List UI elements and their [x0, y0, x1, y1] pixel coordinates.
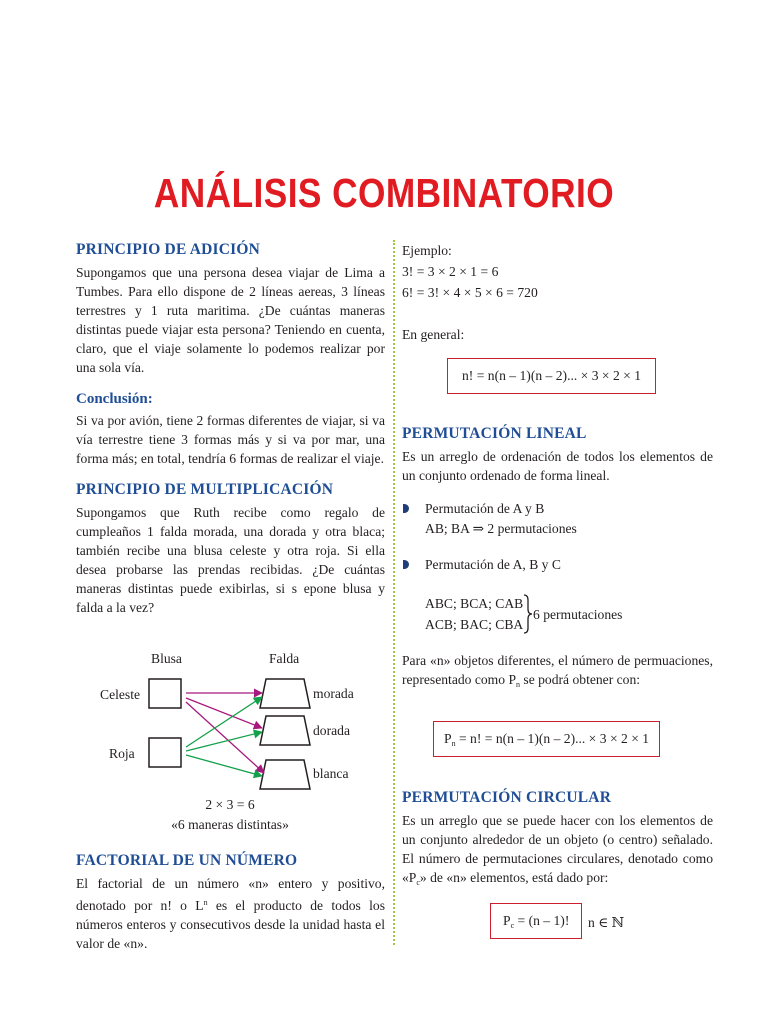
lineal-section [402, 424, 713, 485]
heading-permutacion-circular: PERMUTACIÓN CIRCULAR [402, 789, 612, 806]
adicion-text: Supongamos que una persona desea viajar de Lima a Tumbes. Para ello dispone de 2 líneas aereas, 3 líneas terrestres y 1 ruta maritima. ¿De cuántas maneras distintas puede viajar esta persona? Teniendo en cuenta, claro, que el viaje solamente lo podemos realizar por una sola vía. [76, 265, 385, 375]
perm-total: 6 permutaciones [533, 607, 623, 622]
factorial-section [76, 851, 385, 953]
ejemplo-label: Ejemplo: [402, 243, 452, 258]
permutation-formula-box: $P_n = n$! = n(n – 1)(n – 2)... × 3 × 2 × 1 [433, 721, 660, 757]
circular-formula-box: $P_c = (n - 1)$! [490, 903, 582, 939]
blusa-roja-label: Roja [109, 746, 135, 761]
blusa-roja-box [149, 738, 181, 767]
bullet-icon [403, 560, 409, 569]
arrow-roja-morada [186, 697, 262, 747]
bullet-perm-ab [402, 499, 715, 539]
bullet-perm-abc-title: Permutación de A, B y C [425, 557, 561, 572]
heading-conclusion: Conclusión: [76, 391, 153, 407]
factorial-formula-box: n! = n(n – 1)(n – 2)... × 3 × 2 × 1 [447, 358, 656, 394]
conclusion-text: Si va por avión, tiene 2 formas diferentes de viajar, si va vía terrestre tiene 3 formas más y si va por mar, una forma más; en total, tendría 6 formas de realizar el viaje. [76, 413, 385, 466]
diagram-result: 2 × 3 = 6 [205, 797, 255, 812]
circular-section [402, 788, 713, 892]
page-title: ANÁLISIS COMBINATORIO [153, 170, 615, 216]
right-column-top [402, 240, 713, 303]
falda-morada-label: morada [313, 686, 354, 701]
arrow-roja-dorada [186, 732, 262, 751]
multiplicacion-text: Supongamos que Ruth recibe como regalo de cumpleaños 1 falda morada, una dorada y otra blaca; también recibe una blusa celeste y otra roja. Si ella desea probarse las prendas recibidas. ¿De cuántas maneras distintas puede exibirlas, si s epone blusa y falda a la vez? [76, 505, 385, 615]
factorial-text: El factorial de un número «n» entero y positivo, denotado por n! o $L^n$ es el producto de todos los números enteros y consecutivos desde la unidad hasta el valor de «n». [76, 876, 386, 951]
perm-row-2: ACB; BAC; CBA [425, 617, 524, 632]
circular-formula-note: n ∈ ℕ [588, 915, 625, 930]
falda-morada-shape [260, 679, 310, 708]
ejemplo-line-1: 3! = 3 × 2 × 1 = 6 [402, 264, 499, 279]
bullet-icon [403, 504, 409, 513]
para-n-objetos [402, 651, 713, 694]
column-divider [393, 240, 395, 945]
blusa-celeste-box [149, 679, 181, 708]
blusa-falda-diagram [76, 645, 386, 840]
falda-dorada-label: dorada [313, 723, 350, 738]
blusa-label: Blusa [151, 651, 182, 666]
left-column [76, 240, 385, 617]
heading-principio-multiplicacion: PRINCIPIO DE MULTIPLICACIÓN [76, 481, 334, 498]
falda-label: Falda [269, 651, 300, 666]
heading-factorial: FACTORIAL DE UN NÚMERO [76, 852, 298, 869]
heading-permutacion-lineal: PERMUTACIÓN LINEAL [402, 425, 587, 442]
bullet-perm-ab-title: Permutación de A y B [425, 501, 545, 516]
falda-blanca-shape [260, 760, 310, 789]
heading-principio-adicion: PRINCIPIO DE ADICIÓN [76, 241, 260, 258]
ejemplo-line-2: 6! = 3! × 4 × 5 × 6 = 720 [402, 285, 538, 300]
diagram-result-caption: «6 maneras distintas» [171, 817, 289, 832]
falda-dorada-shape [260, 716, 310, 745]
circular-text: Es un arreglo que se puede hacer con los elementos de un conjunto alrededor de un objeto (o centro) señalado. El número de permutaciones circulares, denotado como «$P_c$» de «n» elementos, está dado por: [402, 813, 713, 887]
perm-row-1: ABC; BCA; CAB [425, 596, 524, 611]
para-n-objetos-text: Para «n» objetos diferentes, el número de permuaciones, representado como $P_n$ se podrá obtener con: [402, 653, 713, 689]
arrow-roja-blanca [186, 755, 262, 776]
falda-blanca-label: blanca [313, 766, 349, 781]
bullet-perm-abc [402, 555, 715, 575]
arrow-celeste-blanca [186, 702, 264, 773]
blusa-celeste-label: Celeste [100, 687, 141, 702]
general-label: En general: [402, 327, 465, 342]
bullet-perm-ab-result: AB; BA ⇒ 2 permutaciones [425, 521, 577, 536]
lineal-text: Es un arreglo de ordenación de todos los elementos de un conjunto ordenado de forma lineal. [402, 449, 713, 483]
